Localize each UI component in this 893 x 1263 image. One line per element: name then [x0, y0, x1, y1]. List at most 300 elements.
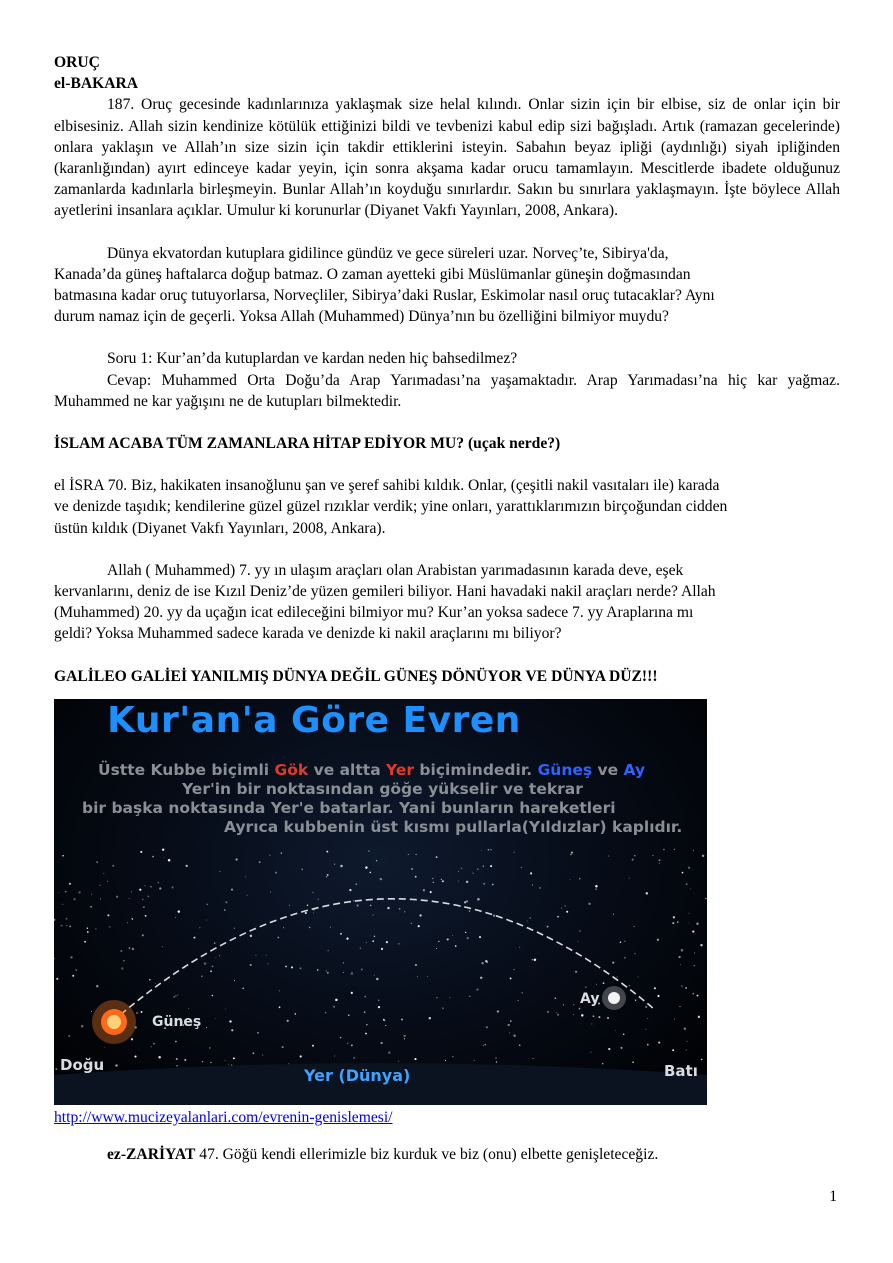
zariyat-heading: ez-ZARİYAT: [107, 1146, 196, 1164]
paragraph-polar-fasting: [54, 243, 840, 328]
star: [250, 935, 252, 937]
star: [378, 1000, 379, 1001]
star: [460, 905, 462, 907]
star: [573, 1014, 574, 1015]
star: [357, 904, 359, 906]
star: [173, 996, 174, 997]
star: [236, 858, 238, 860]
star: [229, 1020, 231, 1022]
star: [68, 1035, 69, 1036]
star: [509, 1032, 510, 1033]
document-page: [54, 52, 840, 1165]
figure-caption: Üstte Kubbe biçimli Gök ve altta Yer biçimindedir. Güneş ve Ay Yer'in bir noktasından göğe yükselir ve tekrar bir başka noktasında Yer'e batarlar. Yani bunların hareketleri Ayrıca kubbenin üst kısmı pullarla(Yıldızlar) kaplıdır.: [82, 760, 683, 836]
star: [672, 1049, 674, 1051]
star: [593, 1015, 595, 1017]
paragraph-transport: [54, 560, 840, 645]
star: [647, 1018, 648, 1019]
star: [351, 972, 353, 974]
star: [109, 926, 110, 927]
star: [247, 895, 248, 896]
star: [637, 976, 638, 977]
star: [374, 936, 375, 937]
star: [620, 941, 622, 943]
star: [365, 866, 367, 868]
star: [483, 883, 485, 885]
star: [566, 911, 568, 913]
star: [438, 941, 439, 942]
star: [219, 871, 220, 872]
label-east: Doğu: [60, 1055, 105, 1074]
star: [493, 914, 495, 916]
star: [608, 855, 609, 856]
star: [697, 995, 699, 997]
page-number: 1: [829, 1188, 837, 1205]
answer-1: Cevap: Muhammed Orta Doğu’da Arap Yarımadası’na yaşamaktadır. Arap Yarımadası’na hiç kar yağmaz. Muhammed ne kar yağışını ne de kutupları bilmektedir.: [54, 371, 840, 410]
star: [591, 1023, 592, 1024]
star: [687, 1041, 688, 1042]
star: [624, 957, 626, 959]
star: [467, 937, 469, 939]
star: [623, 1033, 624, 1034]
star: [692, 930, 694, 932]
star: [62, 904, 63, 905]
star: [141, 1011, 143, 1013]
star: [607, 1017, 609, 1019]
star: [598, 1016, 600, 1018]
star: [112, 865, 114, 867]
star: [312, 892, 314, 894]
star: [473, 872, 474, 873]
star: [404, 1035, 406, 1037]
star: [210, 970, 212, 972]
star: [681, 985, 682, 986]
star: [66, 925, 67, 926]
star: [429, 1017, 431, 1019]
star: [132, 918, 134, 920]
section-heading-islam: İSLAM ACABA TÜM ZAMANLARA HİTAP EDİYOR MU? (uçak nerde?): [54, 435, 561, 453]
star: [301, 868, 303, 870]
star: [366, 1024, 367, 1025]
star: [388, 1051, 391, 1054]
star: [634, 953, 635, 954]
star: [300, 1055, 302, 1057]
star: [490, 865, 492, 867]
star: [452, 935, 453, 936]
star: [262, 1054, 263, 1055]
star: [333, 1005, 335, 1007]
star: [176, 1058, 178, 1060]
star: [442, 880, 444, 882]
star: [364, 1011, 365, 1012]
star: [81, 1025, 84, 1028]
star: [158, 882, 159, 883]
star: [212, 965, 214, 967]
star: [155, 983, 156, 984]
star: [132, 948, 135, 951]
star: [477, 868, 479, 870]
star: [364, 996, 366, 998]
star: [565, 905, 566, 906]
label-west: Batı: [664, 1061, 698, 1080]
star: [96, 861, 97, 862]
label-sun: Güneş: [152, 1013, 202, 1030]
label-earth: Yer (Dünya): [304, 1065, 411, 1085]
star: [530, 872, 532, 874]
star: [590, 1051, 591, 1052]
star: [348, 1014, 349, 1015]
star: [488, 849, 490, 851]
star: [353, 1057, 355, 1059]
star: [340, 933, 342, 935]
star: [555, 997, 557, 999]
verse-bakara-187: 187. Oruç gecesinde kadınlarınıza yaklaşmak size helal kılındı. Onlar sizin için bir elbise, siz de onlar için bir elbisesiniz. Allah sizin kendinize kötülük ettiğinizi bildi ve tevbenizi kabul edip sizi bağışladı. Artık (ramazan gecelerinde) onlara yaklaşın ve Allah’ın size sizin için takdir ettiklerini isteyin. Sabahın beyaz ipliği (aydınlığı) siyah ipliğinden (karanlığından) ayırt edinceye kadar yeyin, için sonra akşama kadar orucu tamamlayın. Mescitlerde ibadete olduğunuz zamanlarda kadınlarla birleşmeyin. Bunlar Allah’ın koyduğu sınırlardır. Sakın bu sınırlara yaklaşmayın. İşte böylece Allah ayetlerini insanlara açıklar. Umulur ki korunurlar (Diyanet Vakfı Yayınları, 2008, Ankara).: [54, 96, 840, 220]
star: [103, 873, 104, 874]
star: [654, 987, 656, 989]
star: [380, 878, 382, 880]
star: [603, 982, 605, 984]
dome-arc: [104, 899, 654, 1029]
star: [529, 917, 530, 918]
figure-title: Kur'an'a Göre Evren: [107, 699, 521, 741]
star: [698, 1016, 700, 1018]
star: [158, 1056, 161, 1059]
star: [469, 910, 471, 912]
star: [449, 997, 450, 998]
star: [596, 984, 597, 985]
star: [175, 995, 176, 996]
star: [326, 970, 327, 971]
star: [115, 1064, 117, 1066]
starfield: [54, 699, 707, 1105]
star: [291, 966, 293, 968]
star: [376, 860, 377, 861]
question-1: Soru 1: Kur’an’da kutuplardan ve kardan neden hiç bahsedilmez?: [107, 350, 518, 368]
star: [414, 1058, 416, 1060]
star: [149, 979, 151, 981]
star: [684, 1027, 686, 1029]
star: [214, 942, 215, 943]
star: [696, 922, 698, 924]
star: [432, 881, 434, 883]
star: [250, 964, 252, 966]
star: [318, 898, 320, 900]
star: [398, 943, 399, 944]
star: [201, 975, 203, 977]
star: [255, 954, 256, 955]
star: [645, 1006, 647, 1008]
star: [657, 939, 659, 941]
star: [58, 892, 59, 893]
star: [129, 947, 131, 949]
star: [313, 912, 314, 913]
star: [404, 911, 405, 912]
star: [485, 1044, 486, 1045]
star: [663, 849, 665, 851]
star: [231, 888, 233, 890]
star: [533, 1058, 534, 1059]
star: [326, 851, 328, 853]
star: [234, 927, 235, 928]
star: [153, 1043, 155, 1045]
star: [646, 892, 648, 894]
star: [571, 851, 573, 853]
star: [373, 915, 374, 916]
star: [674, 1018, 675, 1019]
star: [340, 1037, 342, 1039]
star: [175, 917, 176, 918]
star: [527, 920, 528, 921]
star: [518, 1000, 519, 1001]
star: [481, 962, 483, 964]
star: [162, 946, 163, 947]
star: [87, 927, 88, 928]
star: [152, 856, 154, 858]
star: [588, 902, 591, 905]
star: [171, 886, 173, 888]
star: [268, 963, 269, 964]
star: [701, 1059, 703, 1061]
star: [215, 1018, 216, 1019]
star: [178, 910, 180, 912]
star: [700, 944, 703, 947]
star: [411, 868, 413, 870]
star: [186, 865, 188, 867]
star: [480, 976, 482, 978]
star: [266, 954, 267, 955]
star: [547, 1011, 549, 1013]
star: [231, 1029, 233, 1031]
star: [343, 962, 344, 963]
star: [690, 888, 691, 889]
star: [317, 969, 318, 970]
star: [436, 856, 438, 858]
star: [514, 969, 515, 970]
star: [673, 916, 675, 918]
verse-line: ve denizde taşıdık; kendilerine güzel güzel rızıklar verdik; yine onları, yarattıklarımızın birçoğundan cidden: [54, 498, 728, 516]
moon-icon: [608, 992, 620, 1004]
star: [176, 1065, 177, 1066]
star: [387, 907, 389, 909]
star: [159, 887, 161, 889]
star: [143, 906, 145, 908]
star: [151, 1046, 152, 1047]
star: [225, 1060, 226, 1061]
star: [376, 978, 379, 981]
star: [415, 964, 417, 966]
star: [647, 1044, 649, 1046]
star: [139, 888, 141, 890]
star: [224, 909, 225, 910]
star: [561, 907, 562, 908]
star: [436, 997, 438, 999]
star: [277, 936, 279, 938]
star: [325, 1012, 327, 1014]
star: [142, 898, 144, 900]
star: [127, 922, 128, 923]
star: [624, 941, 625, 942]
star: [629, 877, 630, 878]
star: [353, 900, 354, 901]
star: [417, 976, 418, 977]
star: [134, 1055, 136, 1057]
star: [570, 854, 572, 856]
star: [150, 886, 151, 887]
star: [399, 908, 401, 910]
section-heading-bakara: el-BAKARA: [54, 75, 139, 93]
star: [366, 942, 367, 943]
star: [679, 1006, 680, 1007]
star: [486, 961, 488, 963]
star: [482, 865, 484, 867]
star: [688, 922, 689, 923]
universe-figure: [54, 699, 707, 1105]
star: [519, 947, 520, 948]
star: [615, 1030, 616, 1031]
star: [242, 987, 244, 989]
star: [66, 918, 68, 920]
star: [381, 948, 383, 950]
star: [136, 1012, 138, 1014]
star: [694, 965, 695, 966]
star: [481, 850, 482, 851]
star: [510, 1020, 512, 1022]
star: [177, 994, 178, 995]
star: [398, 1061, 399, 1062]
star: [570, 879, 571, 880]
star: [702, 855, 704, 857]
star: [522, 992, 523, 993]
star: [442, 1007, 444, 1009]
star: [469, 996, 470, 997]
star: [682, 872, 684, 874]
star: [56, 978, 58, 980]
star: [495, 1057, 496, 1058]
star: [70, 956, 72, 958]
star: [479, 936, 481, 938]
star: [394, 899, 395, 900]
star: [142, 934, 144, 936]
star: [361, 968, 363, 970]
star: [123, 960, 125, 962]
star: [334, 1055, 335, 1056]
star: [145, 885, 146, 886]
star: [368, 850, 369, 851]
star: [374, 975, 375, 976]
star: [532, 884, 533, 885]
star: [121, 967, 123, 969]
source-link[interactable]: http://www.mucizeyalanlari.com/evrenin-genislemesi/: [54, 1108, 393, 1126]
star: [282, 1046, 284, 1048]
star: [657, 995, 659, 997]
star: [78, 891, 80, 893]
star: [445, 1060, 446, 1061]
star: [474, 1060, 475, 1061]
star: [693, 850, 694, 851]
star: [140, 851, 142, 853]
star: [87, 931, 89, 933]
star: [411, 923, 412, 924]
star: [514, 852, 515, 853]
star: [120, 950, 122, 952]
star: [326, 876, 327, 877]
star: [175, 1041, 177, 1043]
star: [73, 898, 75, 900]
verse-isra-70: [54, 475, 840, 539]
star: [360, 947, 361, 948]
star: [91, 894, 92, 895]
star: [209, 1047, 211, 1049]
star: [401, 1018, 403, 1020]
star: [219, 955, 220, 956]
star: [547, 925, 549, 927]
star: [486, 1026, 488, 1028]
star: [613, 913, 614, 914]
star: [659, 859, 661, 861]
star: [432, 878, 433, 879]
star: [65, 891, 67, 893]
star: [436, 948, 437, 949]
star: [259, 861, 261, 863]
star: [680, 964, 681, 965]
paragraph-line: Allah ( Muhammed) 7. yy ın ulaşım araçları olan Arabistan yarımadasının karada deve, eşek: [107, 561, 684, 579]
star: [447, 938, 449, 940]
star: [184, 1059, 186, 1061]
star: [677, 921, 679, 923]
star: [461, 868, 463, 870]
star: [513, 1034, 516, 1037]
star: [521, 867, 522, 868]
star: [233, 1057, 235, 1059]
star: [686, 883, 688, 885]
star: [441, 879, 442, 880]
star: [532, 959, 533, 960]
star: [386, 941, 388, 943]
paragraph-line: (Muhammed) 20. yy da uçağın icat edileceğini bilmiyor mu? Kur’an yoksa sadece 7. yy Araplarına mı: [54, 604, 694, 622]
document-title: ORUÇ: [54, 54, 100, 71]
star: [164, 857, 165, 858]
star: [365, 1032, 367, 1034]
star: [289, 905, 290, 906]
star: [616, 976, 617, 977]
star: [355, 883, 357, 885]
star: [204, 962, 207, 965]
star: [415, 876, 417, 878]
star: [678, 956, 680, 958]
star: [372, 940, 374, 942]
star: [309, 927, 310, 928]
star: [147, 895, 149, 897]
star: [632, 858, 634, 860]
star: [458, 881, 459, 882]
paragraph-line: batmasına kadar oruç tutuyorlarsa, Norveçliler, Sibirya’daki Ruslar, Eskimolar nasıl oruç tutacaklar? Aynı: [54, 287, 715, 305]
star: [694, 952, 695, 953]
star: [349, 889, 351, 891]
paragraph-line: Kanada’da güneş haftalarca doğup batmaz. O zaman ayetteki gibi Müslümanlar güneşin doğmasından: [54, 265, 691, 283]
star: [573, 1004, 574, 1005]
star: [245, 876, 246, 877]
star: [104, 1047, 105, 1048]
star: [465, 932, 466, 933]
star: [334, 863, 335, 864]
star: [632, 1061, 633, 1062]
star: [206, 904, 207, 905]
verse-zariyat-47: [54, 1144, 840, 1165]
star: [313, 909, 315, 911]
star: [658, 1041, 660, 1043]
star: [202, 1061, 203, 1062]
star: [534, 958, 537, 961]
star: [84, 941, 86, 943]
